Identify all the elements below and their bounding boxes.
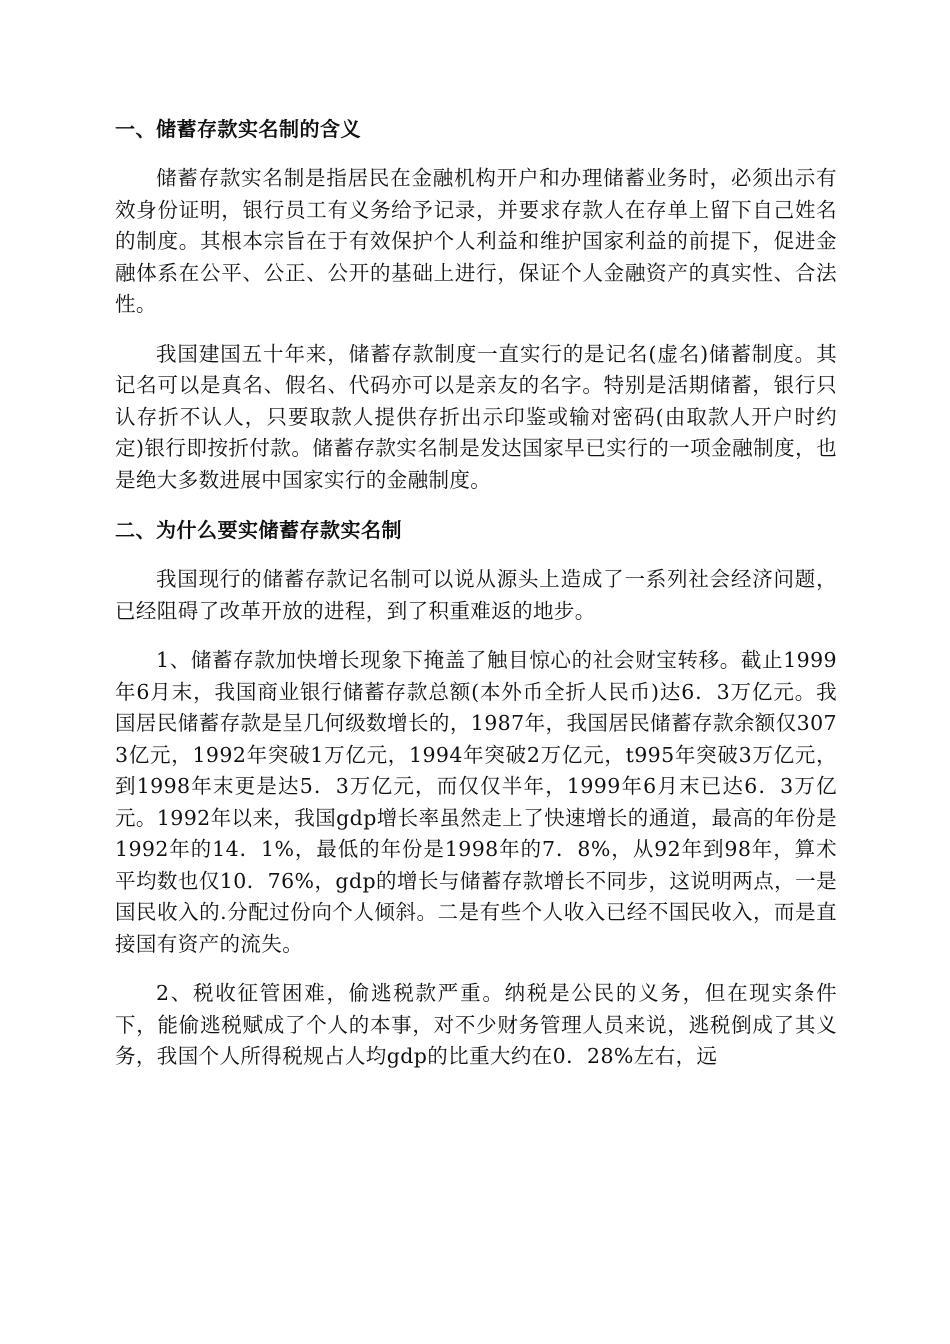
paragraph: 我国建国五十年来，储蓄存款制度一直实行的是记名(虚名)储蓄制度。其记名可以是真名、假名、代码亦可以是亲友的名字。特别是活期储蓄，银行只认存折不认人，只要取款人提供存折出示印鉴或输对密码(由取款人开户时约定)银行即按折付款。储蓄存款实名制是发达国家早已实行的一项金融制度，也是绝大多数进展中国家实行的金融制度。: [115, 341, 837, 492]
paragraph: 1、储蓄存款加快增长现象下掩盖了触目惊心的社会财宝转移。截止1999年6月末，我国商业银行储蓄存款总额(本外币全折人民币)达6．3万亿元。我国居民储蓄存款是呈几何级数增长的，1987年，我国居民储蓄存款余额仅3073亿元，1992年突破1万亿元，1994年突破2万亿元，t995年突破3万亿元，到1998年末更是达5．3万亿元，而仅仅半年，1999年6月末已达6．3万亿元。1992年以来，我国gdp增长率虽然走上了快速增长的通道，最高的年份是1992年的14．1%，最低的年份是1998年的7．8%，从92年到98年，算术平均数也仅10．76%，gdp的增长与储蓄存款增长不同步，这说明两点，一是国民收入的.分配过份向个人倾斜。二是有些个人收入已经不国民收入，而是直接国有资产的流失。: [115, 648, 837, 956]
paragraph: 储蓄存款实名制是指居民在金融机构开户和办理储蓄业务时，必须出示有效身份证明，银行员工有义务给予记录，并要求存款人在存单上留下自己姓名的制度。其根本宗旨在于有效保护个人利益和维护国家利益的前提下，促进金融体系在公平、公正、公开的基础上进行，保证个人金融资产的真实性、合法性。: [115, 166, 837, 316]
section-heading: 二、为什么要实储蓄存款实名制: [115, 518, 402, 542]
document-page: [115, 113, 837, 1091]
section-meaning: [115, 113, 837, 496]
paragraph: 我国现行的储蓄存款记名制可以说从源头上造成了一系列社会经济问题，已经阻碍了改革开放的进程，到了积重难返的地步。: [115, 567, 837, 623]
section-why: [115, 514, 837, 1073]
section-heading: 一、储蓄存款实名制的含义: [115, 117, 361, 141]
paragraph: 2、税收征管困难，偷逃税款严重。纳税是公民的义务，但在现实条件下，能偷逃税赋成了个人的本事，对不少财务管理人员来说，逃税倒成了其义务，我国个人所得税规占人均gdp的比重大约在0．28%左右，远: [115, 981, 837, 1068]
